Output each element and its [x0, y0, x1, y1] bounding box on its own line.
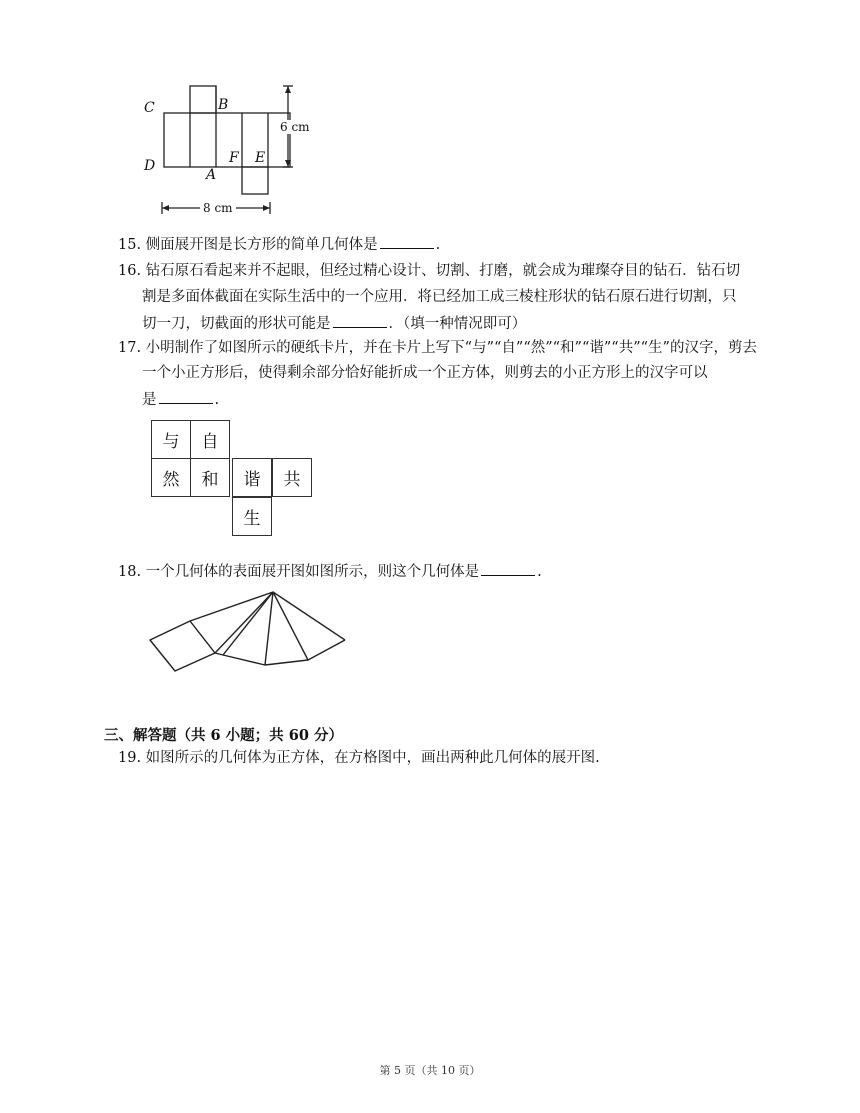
card-cell-sheng: 生: [232, 497, 272, 536]
label-B: B: [218, 97, 229, 113]
label-A: A: [206, 167, 217, 183]
question-number: 16.: [118, 263, 142, 279]
question-17-line-3: 是 .: [142, 392, 220, 408]
card-cell-he: 和: [190, 458, 230, 497]
question-line-1: 小明制作了如图所示的硬纸卡片，并在卡片上写下“与”“自”“然”“和”“谐”“共”“生”的汉字，剪去: [145, 340, 757, 356]
figure-box-net: [140, 80, 320, 220]
answer-blank[interactable]: [481, 563, 535, 576]
figure-pyramid-net: [140, 585, 360, 680]
height-dimension: 6 cm: [280, 120, 310, 134]
answer-blank[interactable]: [159, 391, 213, 404]
question-number: 19.: [118, 750, 142, 766]
question-17: [118, 341, 757, 356]
section-title-3: 三、解答题（共 6 小题；共 60 分）: [104, 727, 343, 744]
question-number: 17.: [118, 340, 142, 356]
question-text: 一个几何体的表面展开图如图所示，则这个几何体是: [145, 564, 480, 580]
question-18: 18. 一个几何体的表面展开图如图所示，则这个几何体是 .: [118, 564, 542, 580]
character-card-net: [151, 420, 315, 540]
card-cell-gong: 共: [272, 458, 312, 497]
label-C: C: [144, 100, 155, 116]
label-E: E: [255, 150, 266, 166]
answer-blank[interactable]: [333, 315, 387, 328]
question-16-line-3: 切一刀，切截面的形状可能是 ．（填一种情况即可）: [142, 316, 527, 332]
answer-blank[interactable]: [380, 236, 434, 249]
question-17-line-2: 一个小正方形后，使得剩余部分恰好能折成一个正方体，则剪去的小正方形上的汉字可以: [142, 365, 708, 381]
question-number: 15.: [118, 237, 142, 253]
card-cell-yu: 与: [151, 420, 191, 459]
question-19: [118, 751, 600, 766]
label-D: D: [144, 158, 156, 174]
card-cell-xie: 谐: [232, 458, 272, 497]
page-footer: 第 5 页（共 10 页）: [379, 1064, 481, 1077]
question-15: 15. 侧面展开图是长方形的简单几何体是 .: [118, 237, 441, 253]
card-cell-zi: 自: [190, 420, 230, 459]
question-text: 侧面展开图是长方形的简单几何体是: [145, 237, 378, 253]
label-F: F: [229, 150, 239, 166]
question-16-line-2: 割是多面体截面在实际生活中的一个应用．将已经加工成三棱柱形状的钻石原石进行切割，只: [142, 289, 737, 305]
width-dimension: 8 cm: [200, 201, 236, 215]
question-16: [118, 264, 740, 279]
pyramid-net-diagram: [140, 585, 360, 680]
question-number: 18.: [118, 564, 142, 580]
question-line-1: 钻石原石看起来并不起眼，但经过精心设计、切割、打磨，就会成为璀璨夺目的钻石．钻石切: [145, 263, 741, 279]
card-cell-ran: 然: [151, 458, 191, 497]
question-text: 如图所示的几何体为正方体，在方格图中，画出两种此几何体的展开图.: [145, 750, 600, 766]
